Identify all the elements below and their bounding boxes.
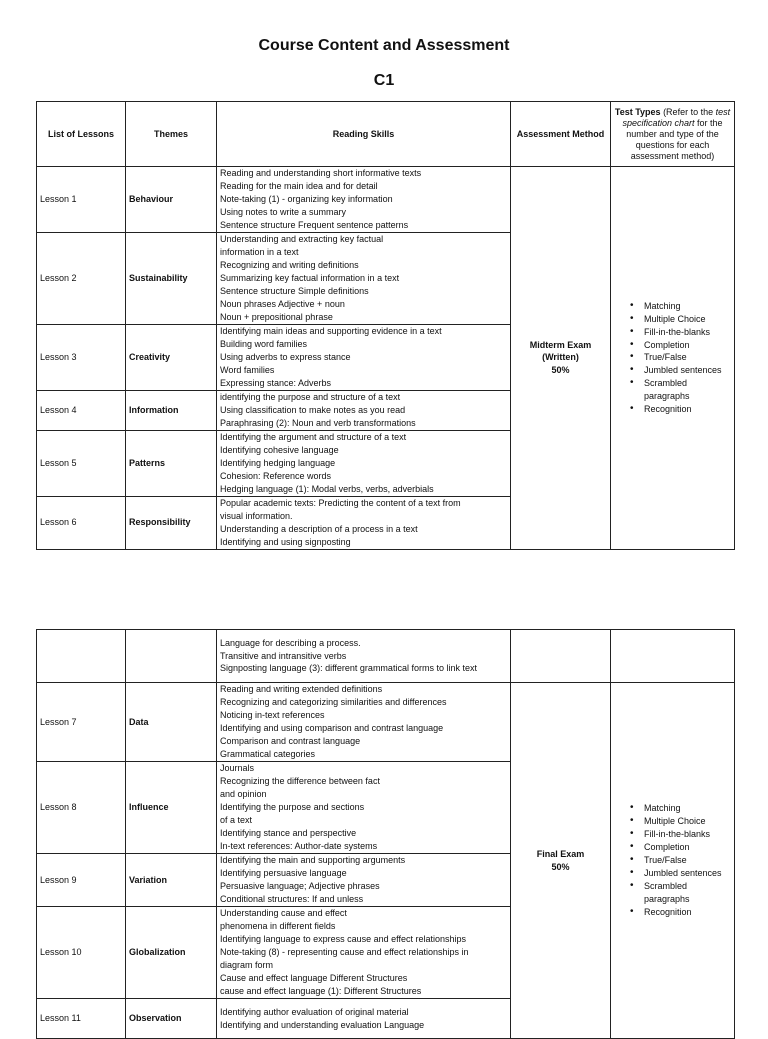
reading-skill-line: visual information. — [220, 510, 293, 521]
reading-skills-cell — [217, 630, 511, 683]
course-table-part-1 — [36, 101, 735, 550]
header-test-types-post: for the number and type of the questions for each assessment method) — [626, 117, 723, 161]
test-type-item: • Scrambled paragraphs — [632, 880, 731, 906]
table-header-row — [37, 102, 735, 167]
reading-skill-line: Language for describing a process. — [220, 637, 361, 648]
header-themes: Themes — [126, 102, 217, 167]
reading-skill-line: Building word families — [220, 339, 308, 350]
header-test-types-pre: (Refer to the — [660, 106, 714, 117]
test-type-item: • Matching — [632, 802, 731, 815]
reading-skill-line: Understanding and extracting key factual — [220, 234, 384, 245]
reading-skill-line: Sentence structure Simple definitions — [220, 285, 369, 296]
test-type-item: • Multiple Choice — [632, 313, 731, 326]
reading-skill-line: Reading and writing extended definitions — [220, 684, 383, 695]
test-type-item: • Multiple Choice — [632, 815, 731, 828]
lesson-cell: Lesson 7 — [37, 683, 126, 762]
test-type-item: • Fill-in-the-blanks — [632, 326, 731, 339]
reading-skill-line: Persuasive language; Adjective phrases — [220, 881, 380, 891]
reading-skill-line: Noun + prepositional phrase — [220, 311, 333, 322]
reading-skill-line: Identifying author evaluation of original material — [220, 1006, 409, 1017]
reading-skill-line: Grammatical categories — [220, 748, 316, 759]
document-subtitle: C1 — [373, 72, 395, 89]
theme-cell: Influence — [126, 762, 217, 854]
assessment-method-line: (Written) — [542, 352, 579, 363]
reading-skill-line: and opinion — [220, 789, 267, 800]
assessment-method-cell-empty — [511, 630, 611, 683]
reading-skills-cell — [217, 907, 511, 999]
reading-skills-cell — [217, 683, 511, 762]
reading-skill-line: cause and effect language (1): Different Structures — [220, 985, 422, 996]
reading-skill-line: Recognizing and categorizing similarities and differences — [220, 697, 447, 708]
reading-skill-line: Identifying persuasive language — [220, 868, 347, 879]
reading-skill-line: Conditional structures: If and unless — [220, 893, 364, 904]
reading-skill-line: Recognizing the difference between fact — [220, 776, 380, 787]
header-test-types — [611, 102, 735, 167]
header-reading-skills: Reading Skills — [217, 102, 511, 167]
reading-skills-cell — [217, 496, 511, 549]
theme-cell: Patterns — [126, 430, 217, 496]
lesson-cell: Lesson 6 — [37, 496, 126, 549]
theme-cell: Responsibility — [126, 496, 217, 549]
reading-skill-line: Using notes to write a summary — [220, 206, 347, 217]
lesson-cell: Lesson 8 — [37, 762, 126, 854]
reading-skills-cell — [217, 999, 511, 1039]
reading-skill-line: Using adverbs to express stance — [220, 352, 351, 363]
reading-skill-line: Identifying stance and perspective — [220, 827, 357, 838]
theme-cell: Data — [126, 683, 217, 762]
reading-skill-line: Popular academic texts: Predicting the content of a text from — [220, 497, 461, 508]
reading-skill-line: Expressing stance: Adverbs — [220, 377, 332, 388]
reading-skill-line: Cohesion: Reference words — [220, 470, 332, 481]
reading-skill-line: diagram form — [220, 959, 274, 970]
test-types-list — [614, 802, 731, 918]
theme-cell: Sustainability — [126, 233, 217, 325]
reading-skill-line: Identifying and using signposting — [220, 536, 351, 547]
assessment-method-line: Final Exam — [536, 848, 585, 859]
reading-skills-cell — [217, 167, 511, 233]
reading-skill-line: Reading and understanding short informative texts — [220, 168, 422, 179]
lesson-cell: Lesson 2 — [37, 233, 126, 325]
document-title: Course Content and Assessment — [258, 37, 510, 54]
test-type-item: • Fill-in-the-blanks — [632, 828, 731, 841]
reading-skill-line: Comparison and contrast language — [220, 735, 361, 746]
test-types-cell-empty — [611, 630, 735, 683]
reading-skill-line: Identifying the argument and structure of a text — [220, 431, 407, 442]
assessment-method-line: Midterm Exam — [529, 339, 592, 350]
reading-skill-line: Sentence structure Frequent sentence patterns — [220, 219, 409, 230]
theme-cell: Creativity — [126, 325, 217, 391]
reading-skill-line: Identifying the purpose and sections — [220, 802, 365, 813]
assessment-method-cell — [511, 167, 611, 550]
lesson-cell — [37, 630, 126, 683]
reading-skill-line: Understanding cause and effect — [220, 908, 347, 919]
theme-cell: Information — [126, 391, 217, 431]
test-type-item: • Scrambled paragraphs — [632, 377, 731, 403]
reading-skill-line: Transitive and intransitive verbs — [220, 650, 347, 661]
lesson-cell: Lesson 1 — [37, 167, 126, 233]
reading-skill-line: Note-taking (1) - organizing key information — [220, 194, 393, 205]
course-table-part-2 — [36, 629, 735, 1039]
reading-skill-line: of a text — [220, 814, 253, 825]
test-type-item: • Recognition — [632, 906, 731, 919]
assessment-method-line: 50% — [551, 365, 570, 376]
reading-skill-line: Hedging language (1): Modal verbs, verbs, adverbials — [220, 483, 434, 494]
reading-skill-line: Noticing in-text references — [220, 710, 325, 721]
test-type-item: • Completion — [632, 841, 731, 854]
reading-skill-line: Identifying and using comparison and contrast language — [220, 723, 444, 733]
header-test-types-italic: test specification chart — [622, 106, 731, 128]
test-type-item: • Jumbled sentences — [632, 867, 731, 880]
header-lessons: List of Lessons — [37, 102, 126, 167]
reading-skill-line: Identifying language to express cause and effect relationships — [220, 934, 466, 945]
test-type-item: • Jumbled sentences — [632, 364, 731, 377]
test-type-item: • Recognition — [632, 403, 731, 416]
reading-skill-line: Summarizing key factual information in a text — [220, 273, 400, 284]
theme-cell: Globalization — [126, 907, 217, 999]
test-types-list — [614, 300, 731, 416]
reading-skills-cell — [217, 762, 511, 854]
reading-skill-line: information in a text — [220, 247, 299, 258]
table-row — [37, 167, 735, 233]
reading-skills-cell — [217, 391, 511, 431]
header-test-types-bold: Test Types — [614, 106, 661, 117]
lesson-cell: Lesson 9 — [37, 854, 126, 907]
reading-skills-cell — [217, 430, 511, 496]
lesson-cell: Lesson 3 — [37, 325, 126, 391]
lesson-cell: Lesson 4 — [37, 391, 126, 431]
header-assessment-method: Assessment Method — [511, 102, 611, 167]
lesson-cell: Lesson 10 — [37, 907, 126, 999]
reading-skills-cell — [217, 854, 511, 907]
test-type-item: • True/False — [632, 854, 731, 867]
reading-skill-line: Word families — [220, 364, 275, 375]
test-types-cell — [611, 167, 735, 550]
reading-skill-line: Note-taking (8) - representing cause and effect relationships in — [220, 947, 469, 958]
assessment-method-line: 50% — [551, 861, 570, 872]
test-types-cell — [611, 683, 735, 1039]
reading-skill-line: phenomena in different fields — [220, 921, 336, 932]
reading-skill-line: Journals — [220, 763, 255, 774]
test-type-item: • Matching — [632, 300, 731, 313]
reading-skills-cell — [217, 233, 511, 325]
lesson-cell: Lesson 5 — [37, 430, 126, 496]
reading-skill-line: In-text references: Author-date systems — [220, 840, 378, 851]
reading-skill-line: Noun phrases Adjective + noun — [220, 298, 345, 309]
theme-cell: Behaviour — [126, 167, 217, 233]
reading-skill-line: Cause and effect language Different Structures — [220, 972, 408, 983]
reading-skill-line: Paraphrasing (2): Noun and verb transformations — [220, 417, 416, 428]
assessment-method-cell — [511, 683, 611, 1039]
test-type-item: • True/False — [632, 351, 731, 364]
theme-cell: Observation — [126, 999, 217, 1039]
reading-skill-line: Reading for the main idea and for detail — [220, 181, 378, 192]
reading-skill-line: Using classification to make notes as you read — [220, 404, 406, 415]
reading-skill-line: Identifying the main and supporting arguments — [220, 855, 406, 866]
lesson-cell: Lesson 11 — [37, 999, 126, 1039]
theme-cell — [126, 630, 217, 683]
reading-skill-line: Signposting language (3): different grammatical forms to link text — [220, 663, 477, 674]
reading-skill-line: Recognizing and writing definitions — [220, 260, 359, 271]
table-row — [37, 683, 735, 762]
reading-skill-line: identifying the purpose and structure of a text — [220, 392, 401, 402]
reading-skill-line: Understanding a description of a process in a text — [220, 523, 418, 534]
reading-skill-line: Identifying cohesive language — [220, 444, 339, 455]
reading-skill-line: Identifying and understanding evaluation Language — [220, 1019, 425, 1030]
table-row — [37, 630, 735, 683]
reading-skill-line: Identifying hedging language — [220, 457, 336, 468]
theme-cell: Variation — [126, 854, 217, 907]
test-type-item: • Completion — [632, 339, 731, 352]
reading-skills-cell — [217, 325, 511, 391]
reading-skill-line: Identifying main ideas and supporting evidence in a text — [220, 326, 442, 337]
